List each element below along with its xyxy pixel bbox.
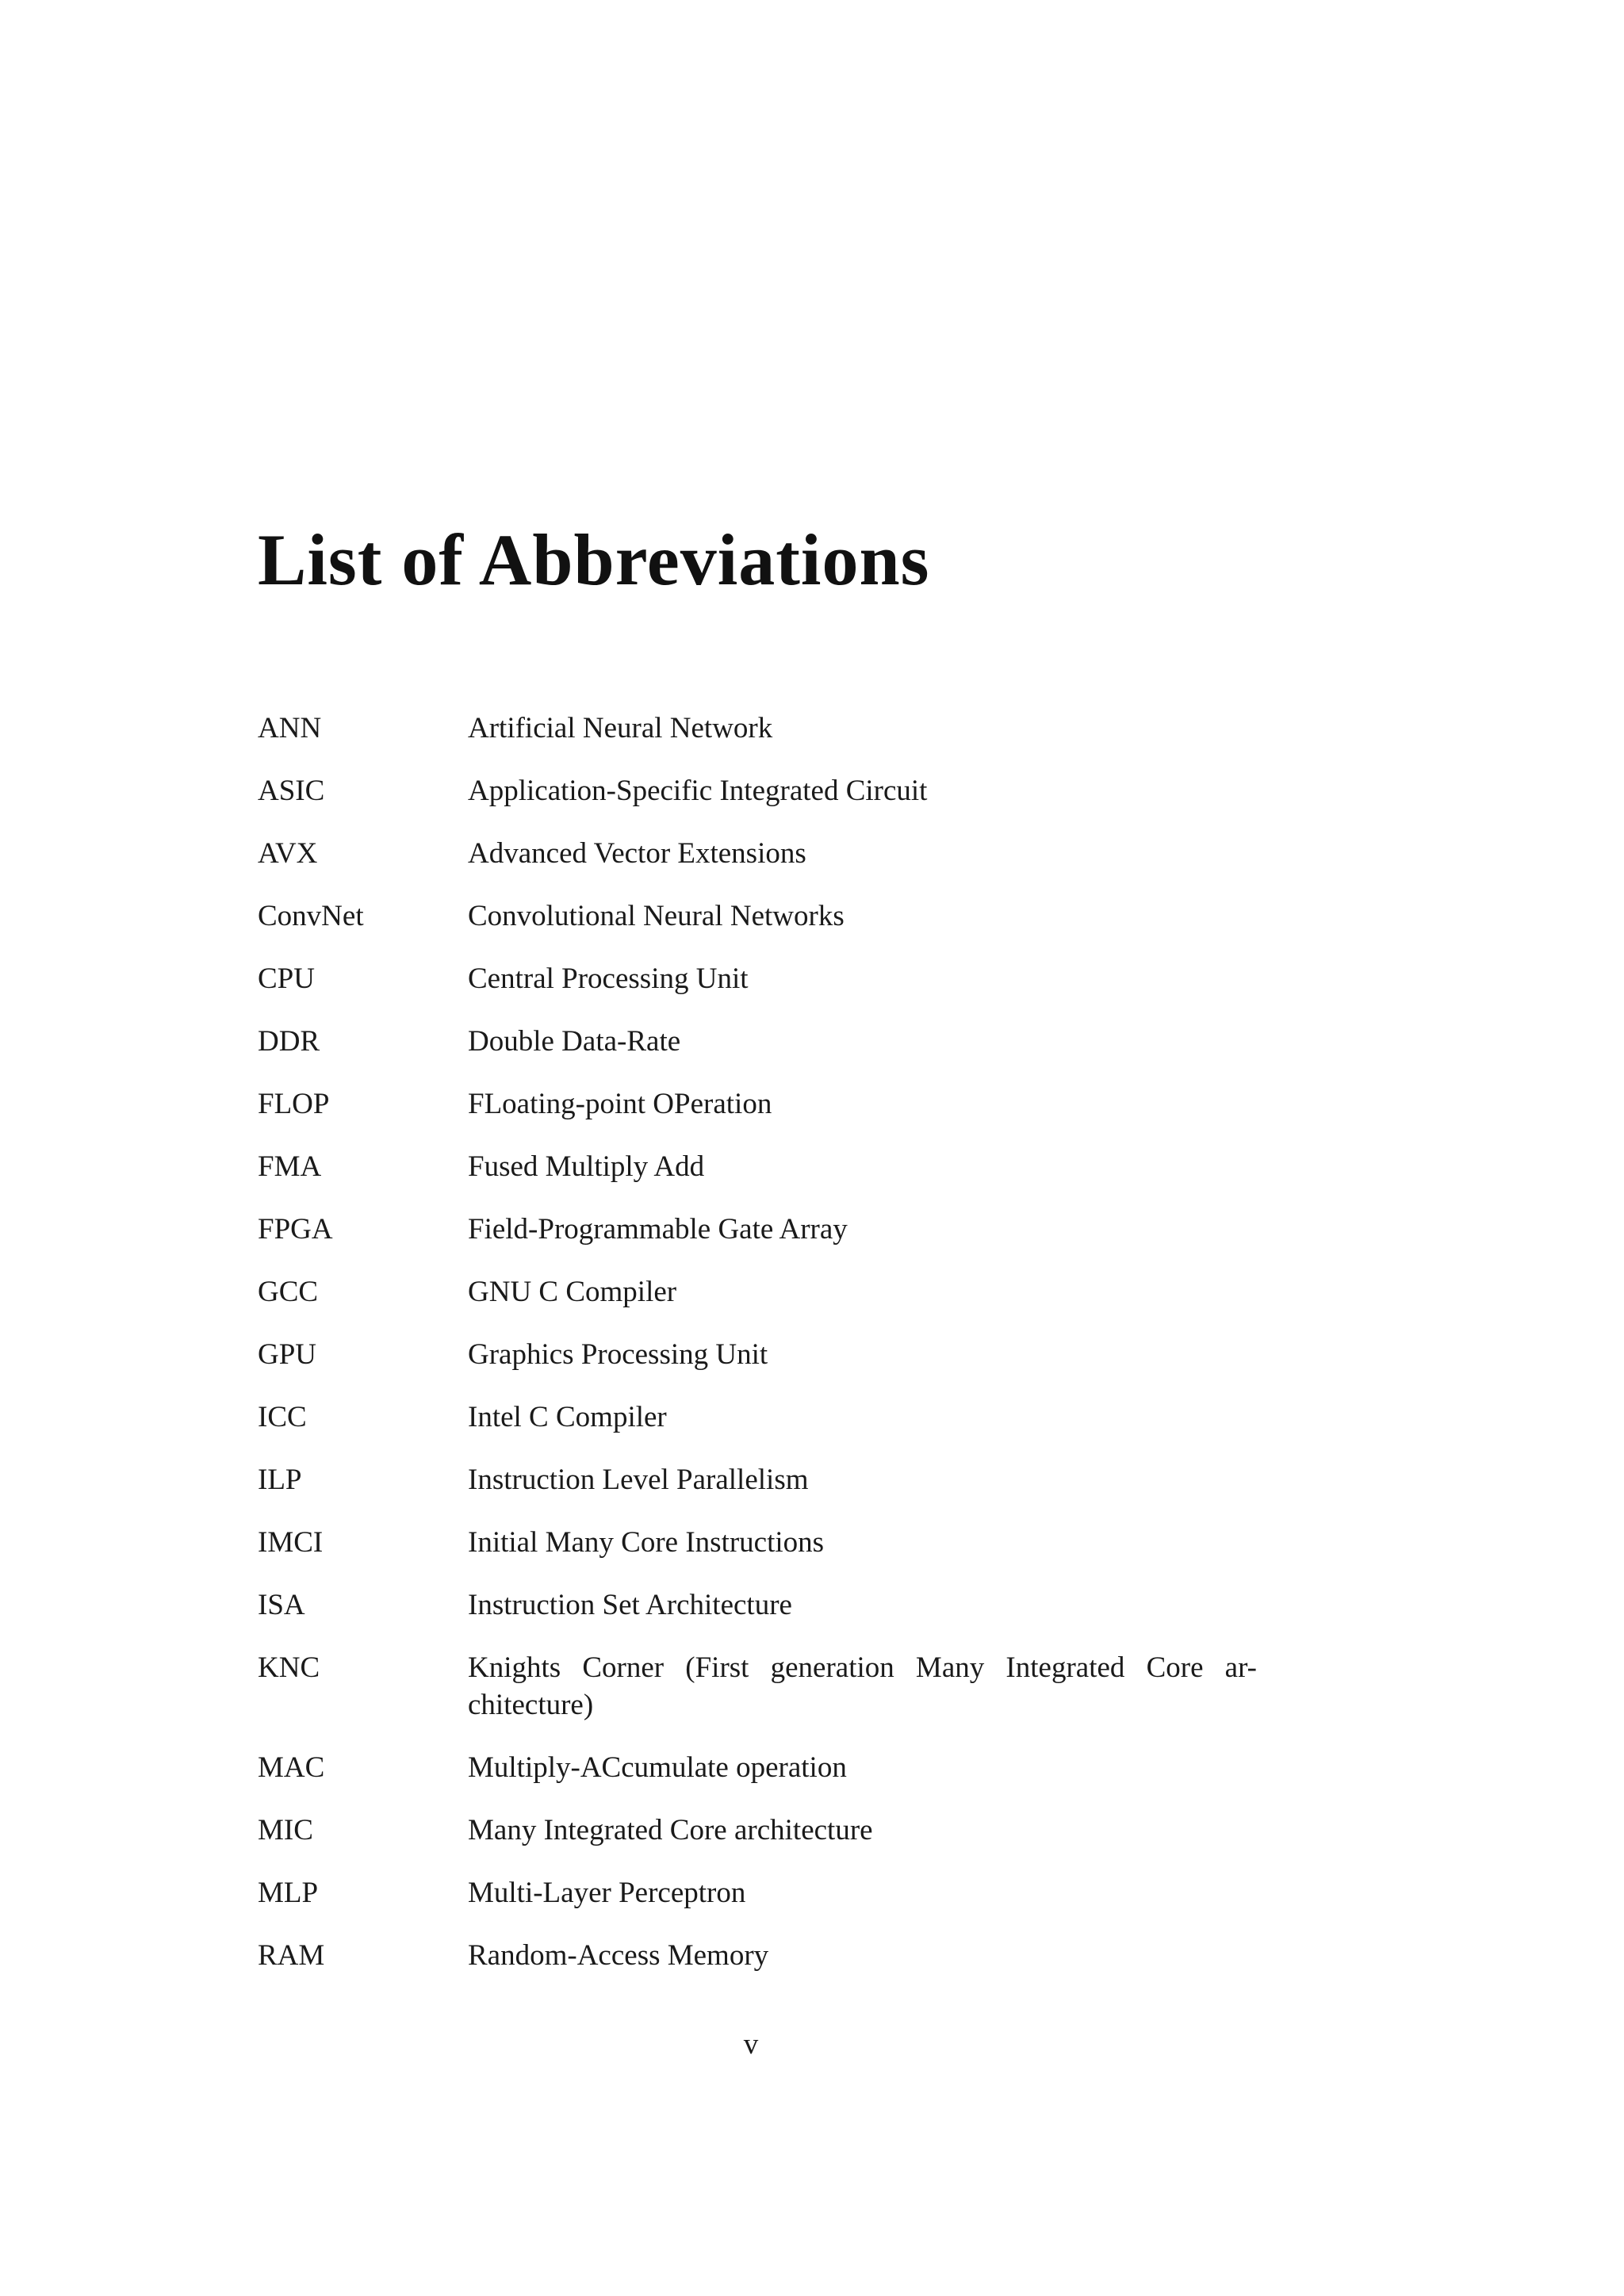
abbreviation-term: MIC	[258, 1814, 313, 1846]
abbreviation-list	[258, 710, 1257, 1999]
abbreviation-definition: Artificial Neural Network	[468, 712, 773, 744]
abbreviation-definition: Random-Access Memory	[468, 1939, 769, 1972]
abbreviation-term: FLOP	[258, 1088, 330, 1120]
abbreviation-term: ASIC	[258, 775, 325, 807]
abbreviation-term: ILP	[258, 1464, 302, 1496]
abbreviation-row-flop	[258, 1085, 1257, 1123]
abbreviation-term: DDR	[258, 1025, 320, 1058]
abbreviation-definition: Central Processing Unit	[468, 962, 749, 995]
abbreviation-term: ConvNet	[258, 900, 364, 932]
abbreviation-row-ddr	[258, 1023, 1257, 1060]
abbreviation-term: CPU	[258, 962, 315, 995]
abbreviation-definition: Many Integrated Core architecture	[468, 1814, 873, 1846]
abbreviation-term: KNC	[258, 1651, 320, 1684]
page-number: v	[743, 2028, 759, 2061]
abbreviation-row-cpu	[258, 960, 1257, 997]
abbreviation-row-avx	[258, 835, 1257, 872]
abbreviation-term: MLP	[258, 1877, 319, 1909]
abbreviation-row-mic	[258, 1812, 1257, 1849]
abbreviation-row-mlp	[258, 1874, 1257, 1911]
abbreviation-term: FMA	[258, 1150, 322, 1183]
abbreviation-definition: Fused Multiply Add	[468, 1150, 705, 1183]
abbreviation-row-mac	[258, 1749, 1257, 1786]
abbreviation-definition: Double Data-Rate	[468, 1025, 681, 1058]
abbreviation-definition: Convolutional Neural Networks	[468, 900, 845, 932]
abbreviation-row-imci	[258, 1524, 1257, 1561]
abbreviation-definition: Advanced Vector Extensions	[468, 837, 806, 870]
abbreviation-term: ANN	[258, 712, 322, 744]
abbreviation-row-fma	[258, 1148, 1257, 1185]
abbreviation-definition: Knights Corner (First generation Many Integrated Core ar-chitecture)	[468, 1651, 1257, 1721]
abbreviation-row-ram	[258, 1937, 1257, 1974]
abbreviation-term: ICC	[258, 1401, 307, 1433]
abbreviation-definition: Instruction Level Parallelism	[468, 1464, 809, 1496]
abbreviation-row-ann	[258, 710, 1257, 747]
abbreviation-row-isa	[258, 1586, 1257, 1624]
abbreviation-row-convnet	[258, 897, 1257, 935]
abbreviation-term: GPU	[258, 1338, 317, 1371]
abbreviation-term: ISA	[258, 1589, 305, 1621]
abbreviation-row-knc	[258, 1649, 1257, 1724]
abbreviation-row-fpga	[258, 1211, 1257, 1248]
abbreviation-definition: GNU C Compiler	[468, 1276, 677, 1308]
abbreviation-definition: Intel C Compiler	[468, 1401, 667, 1433]
abbreviation-row-ilp	[258, 1461, 1257, 1498]
abbreviation-row-asic	[258, 772, 1257, 809]
abbreviation-term: IMCI	[258, 1526, 324, 1559]
abbreviation-term: RAM	[258, 1939, 325, 1972]
page-title: List of Abbreviations	[258, 519, 930, 600]
abbreviation-definition: Multiply-ACcumulate operation	[468, 1751, 847, 1784]
abbreviation-definition: Graphics Processing Unit	[468, 1338, 768, 1371]
abbreviation-definition: Multi-Layer Perceptron	[468, 1877, 746, 1909]
abbreviation-term: MAC	[258, 1751, 325, 1784]
abbreviation-term: GCC	[258, 1276, 319, 1308]
abbreviation-definition: FLoating-point OPeration	[468, 1088, 772, 1120]
abbreviation-definition: Field-Programmable Gate Array	[468, 1213, 848, 1246]
abbreviation-definition: Instruction Set Architecture	[468, 1589, 792, 1621]
abbreviation-term: AVX	[258, 837, 318, 870]
abbreviation-row-gcc	[258, 1273, 1257, 1311]
abbreviation-definition: Application-Specific Integrated Circuit	[468, 775, 928, 807]
abbreviation-definition: Initial Many Core Instructions	[468, 1526, 825, 1559]
abbreviation-row-icc	[258, 1399, 1257, 1436]
abbreviation-row-gpu	[258, 1336, 1257, 1373]
abbreviation-term: FPGA	[258, 1213, 333, 1246]
